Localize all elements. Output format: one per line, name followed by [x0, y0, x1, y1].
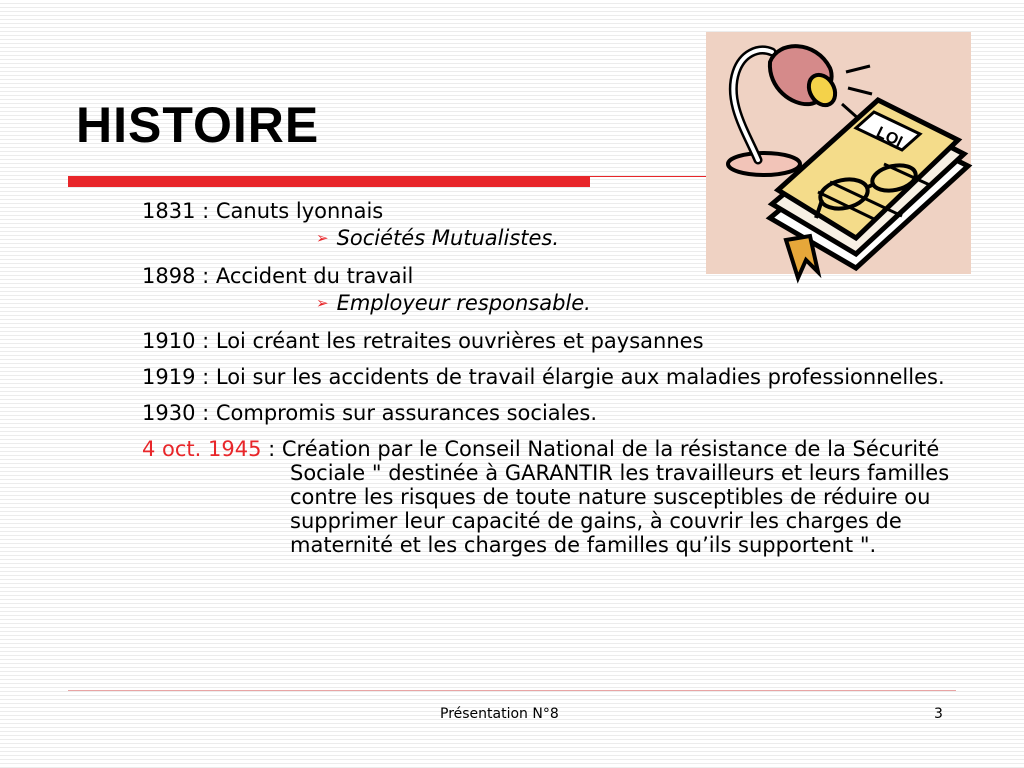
book-label-text: LOI — [873, 123, 905, 151]
sub-item-1831: ➢ Sociétés Mutualistes. — [316, 226, 560, 250]
item-1831: 1831 : Canuts lyonnais — [142, 199, 384, 223]
sub-item-1898: ➢ Employeur responsable. — [316, 291, 591, 315]
item-1910: 1910 : Loi créant les retraites ouvrières et paysannes — [142, 329, 704, 353]
title-underline-bar — [68, 176, 590, 187]
lamp-base-icon — [728, 153, 800, 175]
title-underline-thin — [590, 176, 706, 177]
item-1898: 1898 : Accident du travail — [142, 264, 414, 288]
item-1919: 1919 : Loi sur les accidents de travail élargie aux maladies professionnelles. — [142, 365, 945, 389]
date-1945: 4 oct. 1945 — [142, 437, 262, 461]
slide-content — [142, 199, 972, 557]
item-1945: 4 oct. 1945 : Création par le Conseil National de la résistance de la Sécurité Sociale " destinée à GARANTIR les travailleurs et leurs familles contre les risques de toute nature susceptibles de réduire ou supprimer leur capacité de gains, à couvrir les charges de maternité et les charges de familles qu’ils supportent ". — [142, 437, 950, 557]
footer-divider — [68, 690, 956, 691]
arrow-bullet-icon: ➢ — [316, 229, 329, 247]
page-number: 3 — [934, 706, 943, 722]
footer-title: Présentation N°8 — [440, 706, 559, 722]
arrow-bullet-icon: ➢ — [316, 294, 329, 312]
item-1930: 1930 : Compromis sur assurances sociales. — [142, 401, 598, 425]
slide-title: HISTOIRE — [76, 97, 320, 153]
